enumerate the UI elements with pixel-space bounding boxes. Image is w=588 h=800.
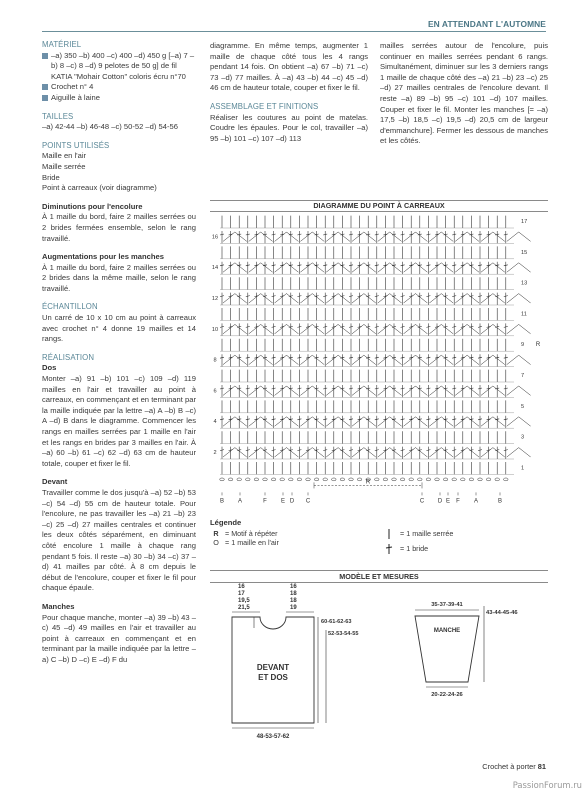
height-total-label: 60-61-62-63 — [321, 619, 352, 625]
legend-chain: O = 1 maille en l'air — [210, 538, 548, 548]
stitch-mark — [455, 263, 479, 272]
stitch-mark — [352, 263, 376, 272]
chain-stitch-mark — [228, 478, 232, 481]
bullet-square-icon — [42, 84, 48, 90]
stitch-mark — [249, 448, 273, 457]
stitch-mark — [481, 386, 505, 395]
stitch-letter-right: F — [456, 498, 460, 505]
chain-stitch-mark — [469, 478, 473, 481]
height-side-label: 52-53-54-55 — [328, 631, 359, 637]
row-number-right: 1 — [521, 465, 525, 472]
chain-stitch-mark — [426, 478, 430, 481]
sleeve-label: MANCHE — [433, 628, 461, 634]
points-item: Bride — [42, 172, 60, 182]
repeat-label-right: R — [535, 342, 541, 348]
stitch-mark — [378, 324, 402, 333]
assemblage-text: Réaliser les coutures au point de matelas. Coudre les épaules. Pour le col, travailler –a) 95 –b) 101 –c) 107 –d) 113 — [210, 112, 368, 143]
shoulder-left-3: 21,5 — [238, 605, 250, 611]
manches-continued-text: diagramme. En même temps, augmenter 1 maille de chaque côté tous les 4 rangs pendant 14 fois. On obtient –a) 67 –b) 71 –c) 73 –d) 77 mailles. À –a) 43 –b) 44 –c) 45 –d) 46 cm de hauteur totale, couper et fixer le fil. — [210, 41, 368, 93]
tailles-text: –a) 42-44 –b) 46-48 –c) 50-52 –d) 54-56 — [42, 122, 178, 132]
stitch-letter-right: D — [437, 498, 443, 505]
stitch-mark — [352, 294, 376, 303]
chain-stitch-mark — [306, 478, 310, 481]
stitch-mark — [326, 448, 350, 457]
stitch-mark — [404, 294, 428, 303]
stitch-mark — [352, 386, 376, 395]
chain-stitch-mark — [349, 478, 353, 481]
stitch-mark — [507, 355, 531, 364]
chain-stitch-mark — [478, 478, 482, 481]
stitch-mark — [455, 417, 479, 426]
body-label-2: ET DOS — [258, 673, 288, 682]
header-rule — [42, 31, 546, 32]
row-number-right: 17 — [521, 219, 528, 225]
sleeve-top-label: 35-37-39-41 — [431, 602, 463, 608]
magazine-name: Crochet à porter — [482, 762, 536, 771]
points-item: Maille en l'air — [42, 151, 87, 161]
stitch-letter-left: F — [263, 498, 267, 505]
column-3 — [380, 41, 548, 147]
row-number-left: 16 — [211, 234, 219, 241]
stitch-mark — [404, 417, 428, 426]
shoulder-right-3: 19 — [290, 605, 297, 611]
body-label-1: DEVANT — [256, 663, 290, 672]
sleeve-bottom-label: 20-22-24-26 — [431, 692, 463, 698]
stitch-mark — [507, 448, 531, 457]
model-top-rule — [210, 570, 548, 571]
stitch-mark — [300, 294, 324, 303]
stitch-letter-left: C — [305, 498, 311, 505]
row-number-right: 3 — [521, 434, 525, 441]
shoulder-left-1: 17 — [238, 591, 245, 597]
sleeve-outline — [415, 616, 479, 682]
stitch-diagram — [210, 200, 548, 560]
page-number: 81 — [537, 762, 546, 771]
manches-heading: Manches — [42, 601, 75, 611]
stitch-mark — [223, 324, 247, 333]
legend-sc: = 1 maille serrée — [382, 528, 453, 540]
stitch-mark — [507, 232, 531, 241]
stitch-mark — [352, 448, 376, 457]
column-2 — [210, 41, 368, 144]
page-footer — [482, 762, 546, 773]
stitch-mark — [300, 355, 324, 364]
stitch-letter-left: A — [237, 498, 243, 505]
row-number-left: 6 — [213, 388, 217, 395]
stitch-mark — [429, 386, 453, 395]
repeat-label: R — [365, 479, 371, 486]
stitch-mark — [429, 417, 453, 426]
row-number-right: 15 — [521, 249, 528, 256]
diminutions-text: À 1 maille du bord, faire 2 mailles serrées ou 2 brides fermées ensemble, selon le rang travaillé. — [42, 212, 196, 243]
stitch-mark — [275, 294, 299, 303]
section-title: EN ATTENDANT L'AUTOMNE — [427, 19, 546, 29]
stitch-mark — [249, 417, 273, 426]
stitch-mark — [249, 355, 273, 364]
chain-stitch-mark — [443, 478, 447, 481]
stitch-mark — [404, 263, 428, 272]
bullet-square-icon — [42, 53, 48, 59]
row-number-left: 8 — [213, 357, 217, 364]
chain-stitch-icon: O — [213, 538, 219, 548]
stitch-mark — [300, 386, 324, 395]
chain-stitch-mark — [271, 478, 275, 481]
stitch-mark — [404, 386, 428, 395]
stitch-mark — [378, 355, 402, 364]
stitch-mark — [300, 324, 324, 333]
stitch-mark — [326, 386, 350, 395]
shoulder-left-0: 16 — [238, 584, 245, 590]
stitch-mark — [275, 324, 299, 333]
stitch-mark — [249, 263, 273, 272]
stitch-mark — [275, 355, 299, 364]
double-crochet-icon — [382, 543, 396, 555]
chain-stitch-mark — [383, 478, 387, 481]
stitch-letter-left: E — [280, 498, 286, 505]
stitch-mark — [455, 294, 479, 303]
shoulder-right-2: 18 — [290, 598, 297, 604]
chain-stitch-mark — [392, 478, 396, 481]
stitch-mark — [481, 417, 505, 426]
stitch-letter-right: B — [497, 498, 503, 505]
column-1 — [42, 40, 196, 665]
stitch-mark — [481, 324, 505, 333]
stitch-mark — [300, 232, 324, 241]
legend — [210, 518, 548, 554]
stitch-mark — [352, 324, 376, 333]
diminutions-heading: Diminutions pour l'encolure — [42, 201, 143, 211]
row-number-right: 13 — [521, 280, 528, 287]
stitch-mark — [429, 263, 453, 272]
stitch-mark — [275, 386, 299, 395]
stitch-mark — [378, 263, 402, 272]
legend-title: Légende — [210, 518, 242, 527]
chain-stitch-mark — [246, 478, 250, 481]
chain-stitch-mark — [254, 478, 258, 481]
manches-text: Pour chaque manche, monter –a) 39 –b) 43 –c) 45 –d) 49 mailles en l'air et travailler au point à carreaux en commençant et en terminant par la maille indiquée par la lettre –a) C –b) D –c) E –d) F du — [42, 612, 196, 664]
chain-stitch-mark — [461, 478, 465, 481]
row-number-left: 4 — [213, 419, 217, 426]
materiel-item: Aiguille à laine — [42, 93, 196, 104]
stitch-mark — [404, 232, 428, 241]
assemblage-heading: ASSEMBLAGE ET FINITIONS — [210, 101, 319, 111]
stitch-mark — [352, 355, 376, 364]
stitch-mark — [378, 386, 402, 395]
stitch-mark — [300, 417, 324, 426]
stitch-letter-right: C — [419, 498, 425, 505]
stitch-mark — [429, 232, 453, 241]
stitch-mark — [481, 355, 505, 364]
devant-text: Travailler comme le dos jusqu'à –a) 52 –b) 53 –c) 54 –d) 55 cm de hauteur totale. Pour l'encolure, ne pas travailler les –a) 21 –b) 23 –c) 25 –d) 27 mailles centrales et continuer les deux côtés séparément, en diminuant côté encolure 1 maille à chaque rang pendant 5 fois. Il reste –a) 30 –b) 34 –c) 37 –d) 41 mailles par côté. À 8 cm depuis le début de l'encolure, couper et fixer le fil pour chaque épaule. — [42, 487, 196, 593]
stitch-mark — [275, 448, 299, 457]
diagram-title: DIAGRAMME DU POINT À CARREAUX — [313, 201, 445, 210]
chain-stitch-mark — [357, 478, 361, 481]
materiel-item: Crochet n° 4 — [42, 82, 196, 93]
row-number-left: 10 — [211, 326, 219, 333]
stitch-mark — [481, 448, 505, 457]
stitch-mark — [378, 448, 402, 457]
stitch-mark — [352, 417, 376, 426]
stitch-mark — [326, 263, 350, 272]
stitch-mark — [249, 294, 273, 303]
chain-stitch-mark — [409, 478, 413, 481]
stitch-mark — [455, 232, 479, 241]
augmentations-text: À 1 maille du bord, faire 2 mailles serrées ou 2 brides dans la même maille, selon le rang travaillé. — [42, 262, 196, 293]
stitch-mark — [429, 355, 453, 364]
stitch-mark — [507, 263, 531, 272]
row-number-right: 7 — [521, 373, 525, 379]
chain-stitch-mark — [495, 478, 499, 481]
echantillon-heading: ÉCHANTILLON — [42, 302, 98, 312]
chain-stitch-mark — [340, 478, 344, 481]
chain-stitch-mark — [323, 478, 327, 481]
width-label: 48-53-57-62 — [256, 734, 290, 740]
stitch-letter-left: D — [289, 498, 295, 505]
stitch-mark — [507, 417, 531, 426]
stitch-mark — [429, 324, 453, 333]
stitch-mark — [326, 355, 350, 364]
stitch-mark — [249, 232, 273, 241]
stitch-mark — [300, 448, 324, 457]
chain-stitch-mark — [280, 478, 284, 481]
stitch-mark — [378, 294, 402, 303]
stitch-mark — [455, 355, 479, 364]
stitch-mark — [326, 417, 350, 426]
stitch-mark — [455, 324, 479, 333]
sleeve-height-label: 43-44-45-46 — [486, 610, 518, 616]
stitch-letter-right: E — [445, 498, 451, 505]
stitch-mark — [378, 232, 402, 241]
augmentations-heading: Augmentations pour les manches — [42, 252, 164, 262]
stitch-mark — [275, 232, 299, 241]
chain-stitch-mark — [289, 478, 293, 481]
stitch-chart — [210, 212, 548, 517]
row-number-right: 11 — [521, 311, 527, 318]
chain-stitch-mark — [504, 478, 508, 481]
chain-stitch-mark — [220, 478, 224, 481]
stitch-mark — [404, 355, 428, 364]
stitch-mark — [404, 448, 428, 457]
stitch-mark — [326, 324, 350, 333]
points-item: Point à carreaux (voir diagramme) — [42, 183, 157, 193]
chain-stitch-mark — [418, 478, 422, 481]
stitch-mark — [455, 448, 479, 457]
chain-stitch-mark — [452, 478, 456, 481]
stitch-mark — [223, 386, 247, 395]
stitch-mark — [249, 324, 273, 333]
row-number-right: 9 — [521, 342, 525, 349]
row-number-left: 12 — [211, 296, 219, 302]
single-crochet-icon — [382, 528, 396, 540]
stitch-mark — [275, 417, 299, 426]
legend-right — [382, 528, 453, 555]
stitch-mark — [429, 294, 453, 303]
garment-schematic — [210, 582, 548, 750]
repeat-symbol: R — [213, 528, 219, 538]
chain-stitch-mark — [237, 478, 241, 481]
legend-dc: = 1 bride — [382, 543, 453, 555]
stitch-mark — [455, 386, 479, 395]
points-item: Maille serrée — [42, 161, 86, 171]
shoulder-right-0: 16 — [290, 584, 297, 590]
stitch-letter-left: B — [219, 498, 225, 505]
shoulder-right-1: 18 — [290, 591, 297, 597]
chain-stitch-mark — [332, 478, 336, 481]
chain-stitch-mark — [297, 478, 301, 481]
bullet-square-icon — [42, 95, 48, 101]
stitch-mark — [481, 263, 505, 272]
stitch-mark — [507, 324, 531, 333]
stitch-mark — [507, 294, 531, 303]
stitch-mark — [481, 232, 505, 241]
stitch-mark — [378, 417, 402, 426]
devant-heading: Devant — [42, 477, 68, 487]
dos-text: Monter –a) 91 –b) 101 –c) 109 –d) 119 mailles en l'air et travailler au point à carreaux, en commençant et en terminant par la maille indiquée par la lettre –a) A –b) B –c) A –d) B dans le diagramme. Commencer les rangs en mailles serrées par 1 maille en l'air et les rangs en brides par 3 mailles en l'air. À –a) 60 –b) 61 –c) 62 –d) 63 cm de hauteur totale, couper et fixer le fil. — [42, 374, 196, 468]
model-title: MODÈLE ET MESURES — [339, 572, 419, 581]
tailles-heading: TAILLES — [42, 111, 74, 121]
stitch-mark — [223, 263, 247, 272]
row-number-left: 14 — [211, 265, 219, 272]
stitch-mark — [507, 386, 531, 395]
stitch-mark — [429, 448, 453, 457]
model-measurements — [210, 570, 548, 750]
stitch-mark — [300, 263, 324, 272]
chain-stitch-mark — [400, 478, 404, 481]
chain-stitch-mark — [375, 478, 379, 481]
chain-stitch-mark — [314, 478, 318, 481]
echantillon-text: Un carré de 10 x 10 cm au point à carreaux avec crochet n° 4 donne 19 mailles et 14 rangs. — [42, 313, 196, 344]
stitch-mark — [275, 263, 299, 272]
materiel-item: –a) 350 –b) 400 –c) 400 –d) 450 g [–a) 7 –b) 8 –c) 8 –d) 9 pelotes de 50 g] de fil KATIA "Mohair Cotton" coloris écru n°70 — [42, 51, 196, 83]
points-heading: POINTS UTILISÉS — [42, 140, 110, 150]
stitch-mark — [223, 448, 247, 457]
stitch-mark — [249, 386, 273, 395]
chain-stitch-mark — [435, 478, 439, 481]
stitch-mark — [223, 355, 247, 364]
stitch-mark — [326, 294, 350, 303]
stitch-letter-right: A — [473, 498, 479, 505]
chain-stitch-mark — [486, 478, 490, 481]
stitch-mark — [404, 324, 428, 333]
realisation-heading: RÉALISATION — [42, 352, 95, 362]
stitch-mark — [326, 232, 350, 241]
materiel-heading: MATÉRIEL — [42, 40, 82, 49]
stitch-mark — [223, 232, 247, 241]
stitch-mark — [223, 294, 247, 303]
row-number-left: 2 — [213, 450, 217, 456]
stitch-mark — [481, 294, 505, 303]
chain-stitch-mark — [263, 478, 267, 481]
watermark: PassionForum.ru — [512, 780, 582, 790]
shoulder-left-2: 19,5 — [238, 598, 250, 604]
assemblage-continued-text: mailles serrées autour de l'encolure, puis continuer en mailles serrées pendant 6 rangs. Simultanément, diminuer sur les 3 derniers rangs 1 maille de chaque côté des –a) 21 –b) 23 –c) 25 –d) 27 mailles centrales de l'encolure devant. Il reste –a) 89 –b) 95 –c) 101 –d) 107 mailles. Couper et fixer le fil. Monter les manches [= –a) 17,5 –b) 18,5 –c) 19,5 –d) 20,5 cm de largeur d'emmanchure]. Fermer les dessous de manches et les côtés. — [380, 41, 548, 146]
stitch-mark — [223, 417, 247, 426]
stitch-mark — [352, 232, 376, 241]
dos-heading: Dos — [42, 363, 57, 373]
legend-repeat: R = Motif à répéter — [210, 529, 548, 539]
row-number-right: 5 — [521, 403, 525, 410]
